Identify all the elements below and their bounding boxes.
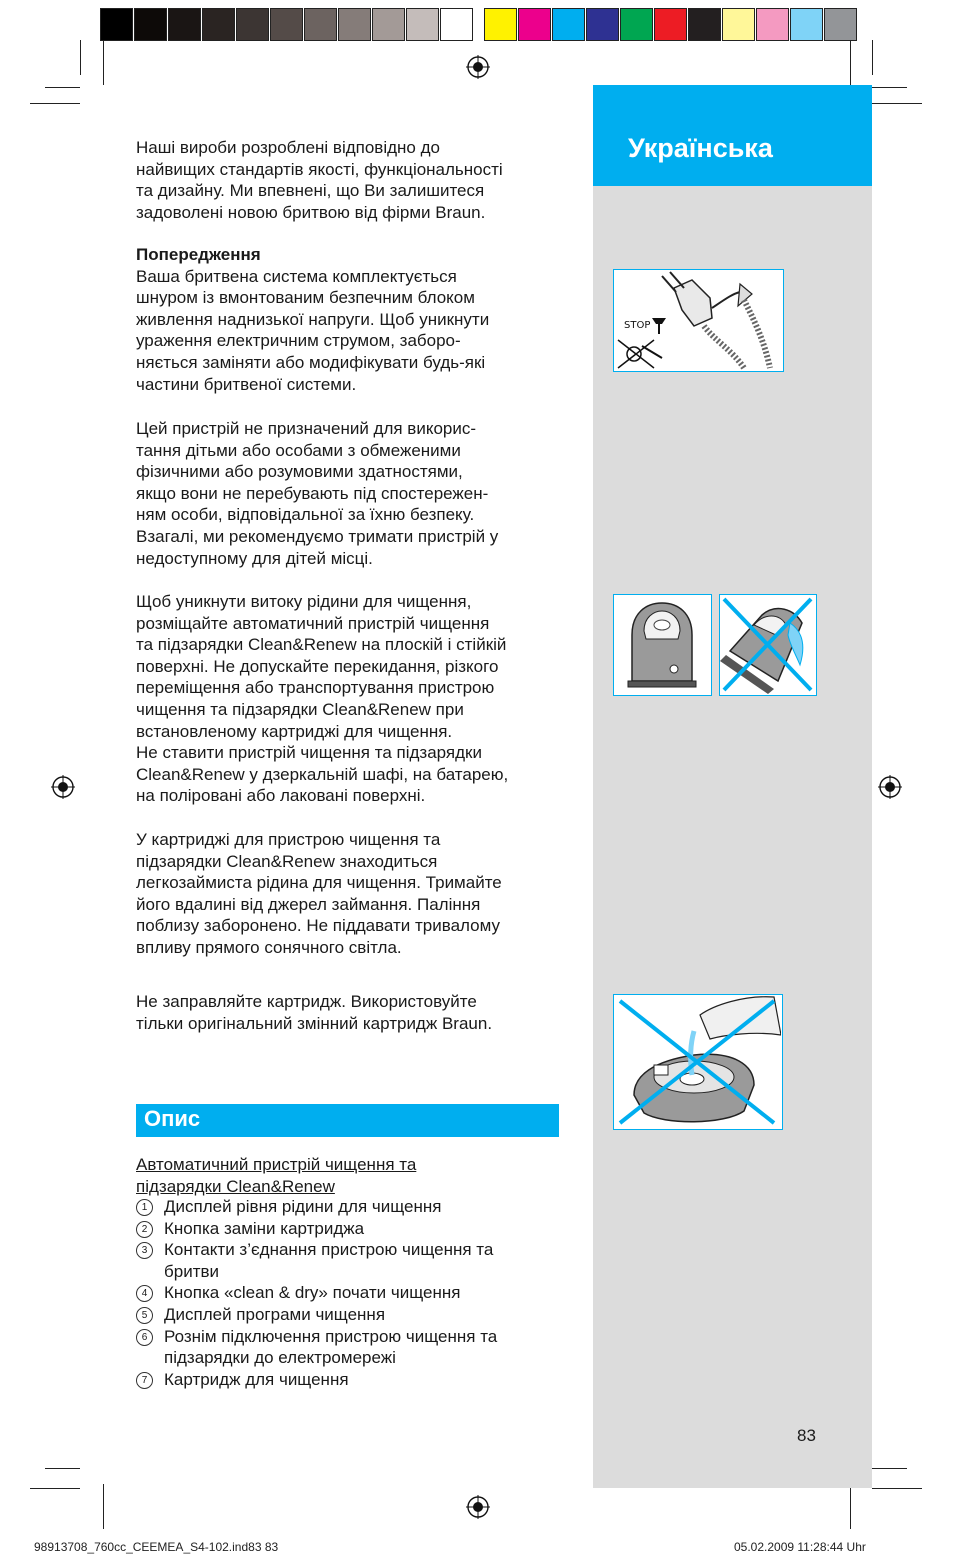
text-line: його вдалині від джерел займання. Паління	[136, 894, 481, 914]
text-line: ураження електричним струмом, заборо-	[136, 331, 461, 351]
crop-mark	[103, 40, 104, 85]
text-line: поверхні. Не допускайте перекидання, різкого	[136, 656, 499, 676]
text-line: підзарядки Clean&Renew знаходиться	[136, 851, 438, 871]
text-line: поблизу заборонено. Не піддавати тривалому	[136, 916, 500, 936]
text-line: ням особи, відповідальної за їхню безпеку.	[136, 505, 475, 525]
color-swatch	[722, 8, 755, 41]
warning-paragraph	[136, 591, 566, 807]
crop-mark	[872, 87, 907, 88]
item-text: бритви	[164, 1261, 220, 1281]
list-item	[136, 1369, 566, 1391]
cartridge-refill-prohibited-illustration	[613, 994, 783, 1130]
color-swatch	[406, 8, 439, 41]
color-swatch	[236, 8, 269, 41]
footer-file-info: 98913708_760cc_CEEMEA_S4-102.ind83 83	[34, 1540, 279, 1554]
color-swatch	[440, 8, 473, 41]
text-line: тільки оригінальний змінний картридж Braun.	[136, 1013, 493, 1033]
text-line: Ваша бритвена система комплектується	[136, 266, 457, 286]
color-swatch	[134, 8, 167, 41]
text-line: впливу прямого сонячного світла.	[136, 937, 402, 957]
text-line: найвищих стандартів якості, функціональності	[136, 159, 503, 179]
text-line: Не ставити пристрій чищення та підзарядки	[136, 743, 482, 763]
color-swatch	[338, 8, 371, 41]
color-swatch	[168, 8, 201, 41]
intro-paragraph	[136, 137, 566, 223]
crop-mark	[45, 1468, 80, 1469]
color-swatch	[270, 8, 303, 41]
item-text: Дисплей рівня рідини для чищення	[164, 1197, 442, 1216]
color-swatch	[688, 8, 721, 41]
text-line: на поліровані або лаковані поверхні.	[136, 786, 426, 806]
color-swatch	[756, 8, 789, 41]
list-item	[136, 1326, 566, 1369]
text-line: чищення та підзарядки Clean&Renew при	[136, 699, 464, 719]
crop-mark	[30, 1488, 80, 1489]
text-line: задоволені новою бритвою від фірми Braun.	[136, 202, 486, 222]
crop-mark	[850, 1484, 851, 1529]
color-swatch	[484, 8, 517, 41]
description-subheading	[136, 1154, 566, 1197]
color-calibration-bar	[100, 8, 858, 41]
text-line: Clean&Renew у дзеркальній шафі, на батарею,	[136, 764, 509, 784]
color-swatch	[620, 8, 653, 41]
crop-mark	[103, 1484, 104, 1529]
item-text: Рознім підключення пристрою чищення та	[164, 1326, 498, 1346]
crop-mark	[850, 40, 851, 85]
item-number: 5	[136, 1307, 153, 1324]
item-number: 4	[136, 1285, 153, 1302]
crop-mark	[872, 103, 922, 104]
text-line: частини бритвеної системи.	[136, 374, 357, 394]
item-text: Дисплей програми чищення	[164, 1304, 386, 1324]
warning-paragraph	[136, 829, 566, 959]
cleaning-station-tilted-prohibited-illustration	[719, 594, 817, 696]
item-text: Контакти з’єднання пристрою чищення та	[164, 1240, 494, 1260]
subheading-line: підзарядки Clean&Renew	[136, 1176, 335, 1196]
text-line: легкозаймиста рідина для чищення. Тримайте	[136, 873, 502, 893]
item-number: 3	[136, 1242, 153, 1259]
list-item	[136, 1239, 566, 1282]
item-number: 1	[136, 1199, 153, 1216]
text-line: фізичними або розумовими здатностями,	[136, 462, 463, 482]
power-cord-warning-illustration	[613, 269, 784, 372]
cleaning-station-upright-illustration	[613, 594, 712, 696]
color-swatch	[552, 8, 585, 41]
description-heading: Опис	[144, 1106, 201, 1131]
registration-mark-icon	[466, 55, 490, 79]
crop-mark	[30, 103, 80, 104]
item-text: Картридж для чищення	[164, 1369, 349, 1389]
registration-mark-icon	[466, 1495, 490, 1519]
text-line: Не заправляйте картридж. Використовуйте	[136, 992, 477, 1011]
color-swatch	[372, 8, 405, 41]
color-swatch	[202, 8, 235, 41]
text-line: живлення наднизької напруги. Щоб уникнути	[136, 309, 490, 329]
item-number: 6	[136, 1329, 153, 1346]
footer-timestamp: 05.02.2009 11:28:44 Uhr	[734, 1540, 866, 1554]
text-line: Цей пристрій не призначений для викорис-	[136, 419, 477, 438]
text-line: встановленому картриджі для чищення.	[136, 721, 453, 741]
subheading-line: Автоматичний пристрій чищення та	[136, 1155, 417, 1174]
page-number: 83	[797, 1426, 816, 1445]
text-line: переміщення або транспортування пристрою	[136, 678, 495, 698]
text-line: Наші вироби розроблені відповідно до	[136, 138, 440, 157]
item-text: Кнопка «clean & dry» почати чищення	[164, 1283, 461, 1303]
color-swatch	[790, 8, 823, 41]
color-swatch	[824, 8, 857, 41]
color-swatch	[304, 8, 337, 41]
crop-mark	[80, 40, 81, 75]
text-line: недоступному для дітей місці.	[136, 548, 373, 568]
color-swatch	[654, 8, 687, 41]
language-title: Українська	[628, 133, 773, 163]
list-item	[136, 1218, 566, 1240]
crop-mark	[45, 87, 80, 88]
crop-mark	[872, 1488, 922, 1489]
warning-heading: Попередження	[136, 245, 261, 264]
item-number: 7	[136, 1372, 153, 1389]
color-swatch	[518, 8, 551, 41]
item-text: підзарядки до електромережі	[164, 1348, 396, 1368]
text-line: якщо вони не перебувають під спостережен-	[136, 483, 489, 503]
warning-paragraph	[136, 991, 566, 1034]
text-line: Взагалі, ми рекомендуємо тримати пристрій у	[136, 526, 499, 546]
list-item	[136, 1282, 566, 1304]
warning-section	[136, 244, 566, 395]
text-line: розміщайте автоматичний пристрій чищення	[136, 613, 490, 633]
crop-mark	[872, 40, 873, 75]
item-number: 2	[136, 1221, 153, 1238]
text-line: У картриджі для пристрою чищення та	[136, 830, 441, 849]
list-item	[136, 1196, 566, 1218]
color-swatch	[586, 8, 619, 41]
text-line: шнуром із вмонтованим безпечним блоком	[136, 288, 475, 308]
list-item	[136, 1304, 566, 1326]
registration-mark-icon	[51, 775, 75, 799]
item-text: Кнопка заміни картриджа	[164, 1218, 365, 1238]
crop-mark	[872, 1468, 907, 1469]
text-line: тання дітьми або особами з обмеженими	[136, 440, 461, 460]
component-list	[136, 1196, 566, 1390]
text-line: няється заміняти або модифікувати будь-які	[136, 352, 486, 372]
text-line: та дизайну. Ми впевнені, що Ви залишитеся	[136, 181, 485, 201]
text-line: Щоб уникнути витоку рідини для чищення,	[136, 592, 472, 611]
stop-label: STOP	[624, 320, 651, 331]
text-line: та підзарядки Clean&Renew на плоскій і стійкій	[136, 635, 507, 655]
color-swatch	[100, 8, 133, 41]
warning-paragraph	[136, 418, 566, 569]
registration-mark-icon	[878, 775, 902, 799]
warning-paragraph	[136, 266, 566, 396]
